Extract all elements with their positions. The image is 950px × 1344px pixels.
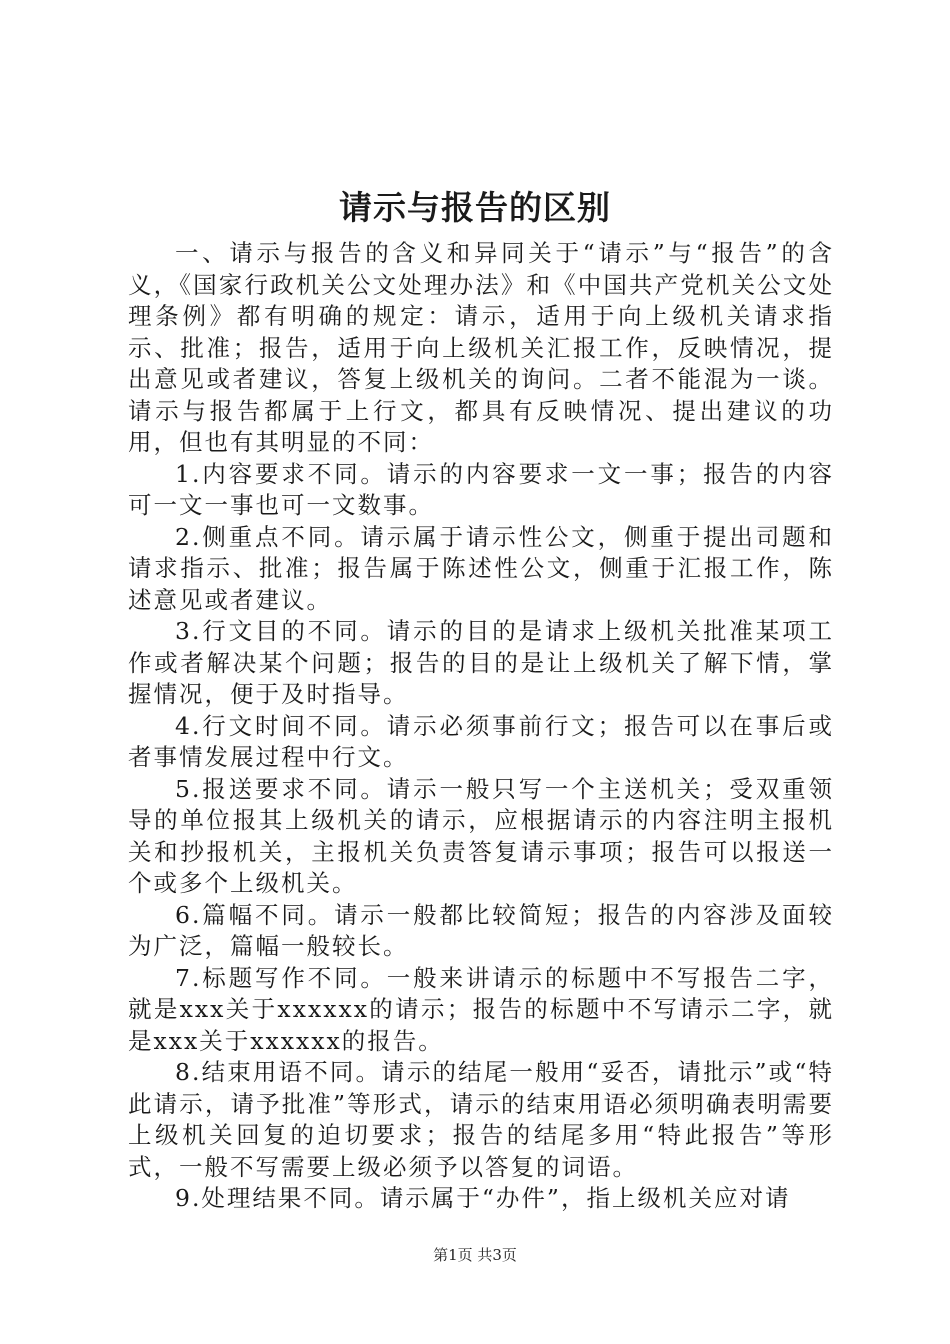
paragraph-point-2: 2.侧重点不同。请示属于请示性公文，侧重于提出司题和请求指示、批准；报告属于陈述性公文，侧重于汇报工作，陈述意见或者建议。	[128, 522, 834, 614]
paragraph-point-3: 3.行文目的不同。请示的目的是请求上级机关批准某项工作或者解决某个问题；报告的目的是让上级机关了解下情，掌握情况，便于及时指导。	[128, 617, 834, 708]
paragraph-point-8: 8.结束用语不同。请示的结尾一般用“妥否，请批示”或“特此请示，请予批准”等形式，请示的结束用语必须明确表明需要上级机关回复的迫切要求；报告的结尾多用“特此报告”等形式，一般不写需要上级必须予以答复的词语。	[128, 1058, 834, 1181]
page-number-footer: 第1页 共3页	[433, 1246, 517, 1264]
document-title: 请示与报告的区别	[339, 188, 611, 227]
document-body	[128, 238, 834, 1215]
paragraph-point-4: 4.行文时间不同。请示必须事前行文；报告可以在事后或者事情发展过程中行文。	[128, 711, 834, 771]
paragraph-point-5: 5.报送要求不同。请示一般只写一个主送机关；受双重领导的单位报其上级机关的请示，应根据请示的内容注明主报机关和抄报机关，主报机关负责答复请示事项；报告可以报送一个或多个上级机关。	[128, 774, 834, 897]
paragraph-point-1: 1.内容要求不同。请示的内容要求一文一事；报告的内容可一文一事也可一文数事。	[128, 459, 834, 519]
paragraph-point-9: 9.处理结果不同。请示属于“办件”，指上级机关应对请	[175, 1184, 791, 1212]
paragraph-intro: 一、请示与报告的含义和异同关于“请示”与“报告”的含义，《国家行政机关公文处理办法》和《中国共产党机关公文处理条例》都有明确的规定：请示，适用于向上级机关请求指示、批准；报告，适用于向上级机关汇报工作，反映情况，提出意见或者建议，答复上级机关的询问。二者不能混为一谈。请示与报告都属于上行文，都具有反映情况、提出建议的功用，但也有其明显的不同：	[128, 239, 834, 456]
paragraph-point-6: 6.篇幅不同。请示一般都比较简短；报告的内容涉及面较为广泛，篇幅一般较长。	[128, 900, 834, 960]
paragraph-point-7: 7.标题写作不同。一般来讲请示的标题中不写报告二字，就是xxx关于xxxxxx的请示；报告的标题中不写请示二字，就是xxx关于xxxxxx的报告。	[128, 963, 834, 1055]
